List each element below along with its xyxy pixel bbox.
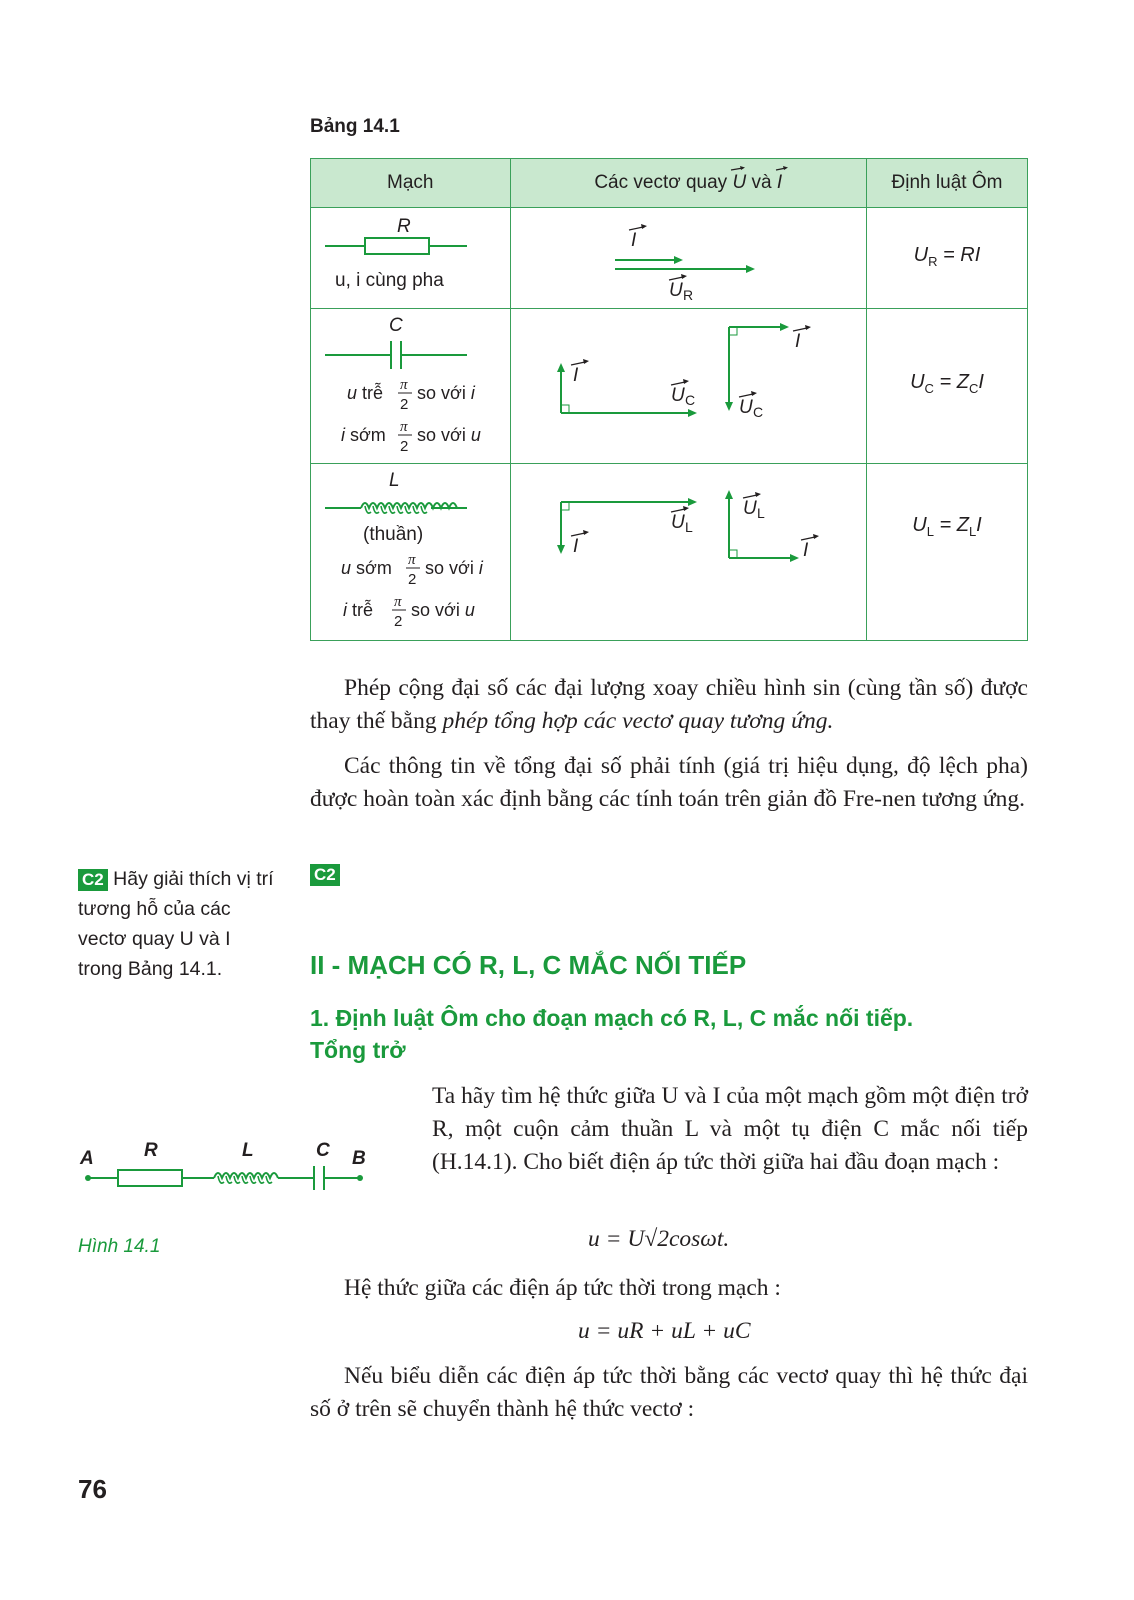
resistor-vector-diagram <box>511 208 862 308</box>
c2-answer-badge: C2 <box>310 864 340 886</box>
paragraph-2: Các thông tin về tổng đại số phải tính (giá trị hiệu dụng, độ lệch pha) được hoàn toàn xác định bằng các tính toán trên giản đồ Fre-nen tương ứng. <box>310 753 1028 812</box>
cell-capacitor-circuit <box>311 309 511 464</box>
section-heading: II - MẠCH CÓ R, L, C MẮC NỐI TIẾP <box>310 950 747 980</box>
paragraph-5: Nếu biểu diễn các điện áp tức thời bằng các vectơ quay thì hệ thức đại số ở trên sẽ chuyển thành hệ thức vectơ : <box>310 1363 1028 1422</box>
cell-inductor-circuit <box>311 464 511 641</box>
svg-text:π: π <box>400 377 408 393</box>
svg-text:L: L <box>389 470 400 491</box>
svg-text:π: π <box>400 419 408 435</box>
svg-text:u trễ: u trễ <box>347 383 384 403</box>
svg-text:i sớm: i sớm <box>341 425 386 445</box>
svg-text:I: I <box>572 536 578 557</box>
inductor-law: $U_L = Z_LI$ <box>912 514 982 539</box>
table-14-1 <box>310 158 1028 641</box>
figure-caption: Hình 14.1 <box>78 1236 161 1257</box>
svg-text:2: 2 <box>400 396 409 413</box>
svg-text:U: U <box>670 512 685 533</box>
side-question-text: Hãy giải thích vị trí tương hỗ của các vectơ quay U và I trong Bảng 14.1. <box>78 868 274 980</box>
figure-label-c: C <box>316 1140 330 1161</box>
table-header-row <box>311 159 1028 208</box>
cell-inductor-vectors <box>510 464 866 641</box>
svg-text:so với i: so với i <box>425 558 483 578</box>
figure-label-b: B <box>352 1148 366 1169</box>
header-circuit: Mạch <box>311 159 511 208</box>
cell-capacitor-vectors <box>510 309 866 464</box>
table-caption: Bảng 14.1 <box>310 116 400 137</box>
header-vectors: Các vectơ quay U và I <box>510 159 866 208</box>
svg-text:2: 2 <box>400 438 409 455</box>
svg-text:π: π <box>408 552 416 568</box>
cell-resistor-vectors <box>510 208 866 309</box>
svg-text:R: R <box>682 287 693 303</box>
svg-text:U: U <box>738 397 753 418</box>
cell-inductor-law <box>866 464 1027 641</box>
svg-text:L: L <box>756 505 765 521</box>
svg-text:2: 2 <box>394 613 403 630</box>
svg-text:2: 2 <box>408 571 417 588</box>
row-capacitor <box>311 309 1028 464</box>
figure-label-a: A <box>80 1148 94 1169</box>
c2-badge: C2 <box>78 869 108 891</box>
formula-sum: u = uR + uL + uC <box>578 1318 751 1344</box>
header-ohm-law: Định luật Ôm <box>866 159 1027 208</box>
svg-text:I: I <box>572 365 578 386</box>
svg-text:U: U <box>670 385 685 406</box>
svg-text:so với i: so với i <box>417 383 475 403</box>
svg-text:i trễ: i trễ <box>343 600 374 620</box>
svg-text:so với u: so với u <box>417 425 481 445</box>
capacitor-law: $U_C = Z_CI$ <box>910 371 984 396</box>
svg-text:C: C <box>752 404 763 420</box>
svg-text:C: C <box>389 315 403 336</box>
resistor-phase-desc: u, i cùng pha <box>335 270 444 291</box>
svg-text:C: C <box>684 392 695 408</box>
figure-label-l: L <box>242 1140 254 1161</box>
svg-text:I: I <box>802 540 808 561</box>
svg-text:U: U <box>668 280 683 301</box>
row-inductor <box>311 464 1028 641</box>
capacitor-vector-diagram <box>511 309 862 463</box>
cell-resistor-law <box>866 208 1027 309</box>
cell-capacitor-law <box>866 309 1027 464</box>
cell-resistor-circuit <box>311 208 511 309</box>
figure-label-r: R <box>144 1140 158 1161</box>
resistor-symbol-icon <box>311 208 507 308</box>
svg-text:I: I <box>794 331 800 352</box>
svg-text:R: R <box>397 216 411 237</box>
paragraph-3: Ta hãy tìm hệ thức giữa U và I của một mạch gồm một điện trở R, một cuộn cảm thuần L và một tụ điện C mắc nối tiếp (H.14.1). Cho biết điện áp tức thời giữa hai đầu đoạn mạch : <box>432 1083 1028 1175</box>
resistor-law: $U_R$ = RI <box>913 244 981 269</box>
svg-text:(thuần): (thuần) <box>363 524 424 545</box>
formula-voltage: u = U√2cosωt. <box>588 1226 730 1252</box>
capacitor-symbol-icon <box>311 309 507 463</box>
svg-text:L: L <box>684 519 693 535</box>
svg-text:π: π <box>394 594 402 610</box>
sub-heading: 1. Định luật Ôm cho đoạn mạch có R, L, C mắc nối tiếp. Tổng trở <box>310 1005 914 1063</box>
svg-text:u sớm: u sớm <box>341 558 392 578</box>
inductor-vector-diagram <box>511 464 862 640</box>
circuit-figure-14-1 <box>74 1128 374 1208</box>
inductor-symbol-icon <box>311 464 507 640</box>
svg-text:I: I <box>630 230 636 251</box>
paragraph-4: Hệ thức giữa các điện áp tức thời trong mạch : <box>344 1275 781 1301</box>
side-question-c2 <box>78 864 280 984</box>
svg-text:U: U <box>742 498 757 519</box>
paragraph-1: Phép cộng đại số các đại lượng xoay chiều hình sin (cùng tần số) được thay thế bằng phép tổng hợp các vectơ quay tương ứng. <box>310 675 1028 734</box>
row-resistor <box>311 208 1028 309</box>
page-number: 76 <box>78 1474 107 1504</box>
svg-text:so với u: so với u <box>411 600 475 620</box>
